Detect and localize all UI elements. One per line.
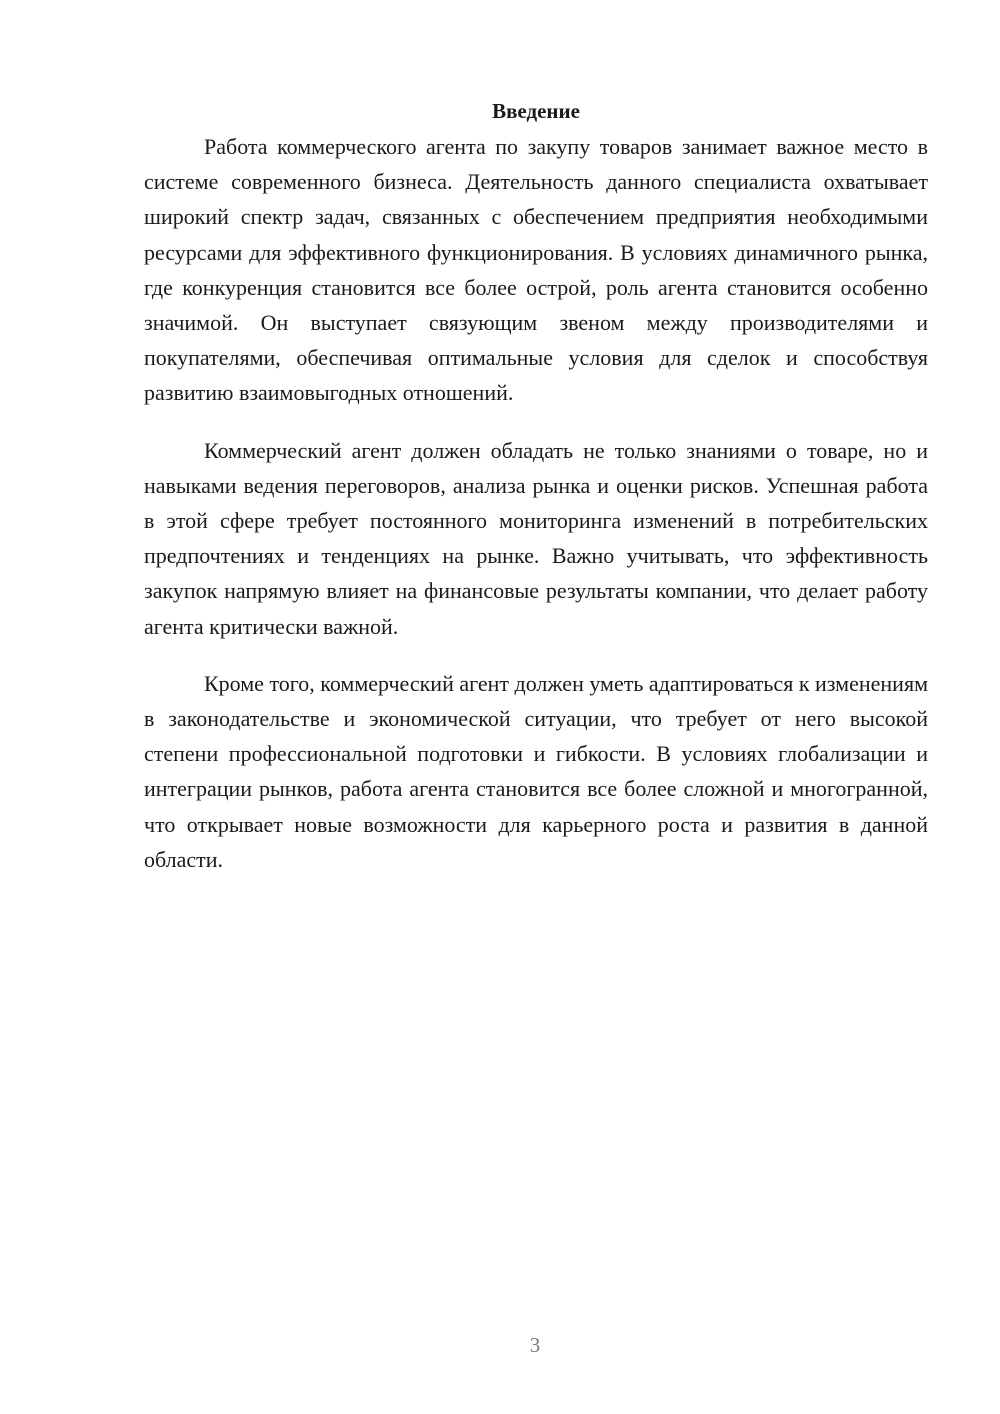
section-title: Введение — [492, 99, 580, 123]
page-content — [144, 96, 928, 899]
paragraph-3: Кроме того, коммерческий агент должен уметь адаптироваться к изменениям в законодательстве и экономической ситуации, что требует от него высокой степени профессиональной подготовки и гибкости. В условиях глобализации и интеграции рынков, работа агента становится все более сложной и многогранной, что открывает новые возможности для карьерного роста и развития в данной области. — [144, 670, 928, 872]
page-number: 3 — [529, 1333, 541, 1357]
paragraph-2: Коммерческий агент должен обладать не только знаниями о товаре, но и навыками ведения переговоров, анализа рынка и оценки рисков. Успешная работа в этой сфере требует постоянного мониторинга изменений в потребительских предпочтениях и тенденциях на рынке. Важно учитывать, что эффективность закупок напрямую влияет на финансовые результаты компании, что делает работу агента критически важной. — [144, 437, 928, 639]
paragraph-1: Работа коммерческого агента по закупу товаров занимает важное место в системе современного бизнеса. Деятельность данного специалиста охватывает широкий спектр задач, связанных с обеспечением предприятия необходимыми ресурсами для эффективного функционирования. В условиях динамичного рынка, где конкуренция становится все более острой, роль агента становится особенно значимой. Он выступает связующим звеном между производителями и покупателями, обеспечивая оптимальные условия для сделок и способствуя развитию взаимовыгодных отношений. — [144, 134, 928, 406]
